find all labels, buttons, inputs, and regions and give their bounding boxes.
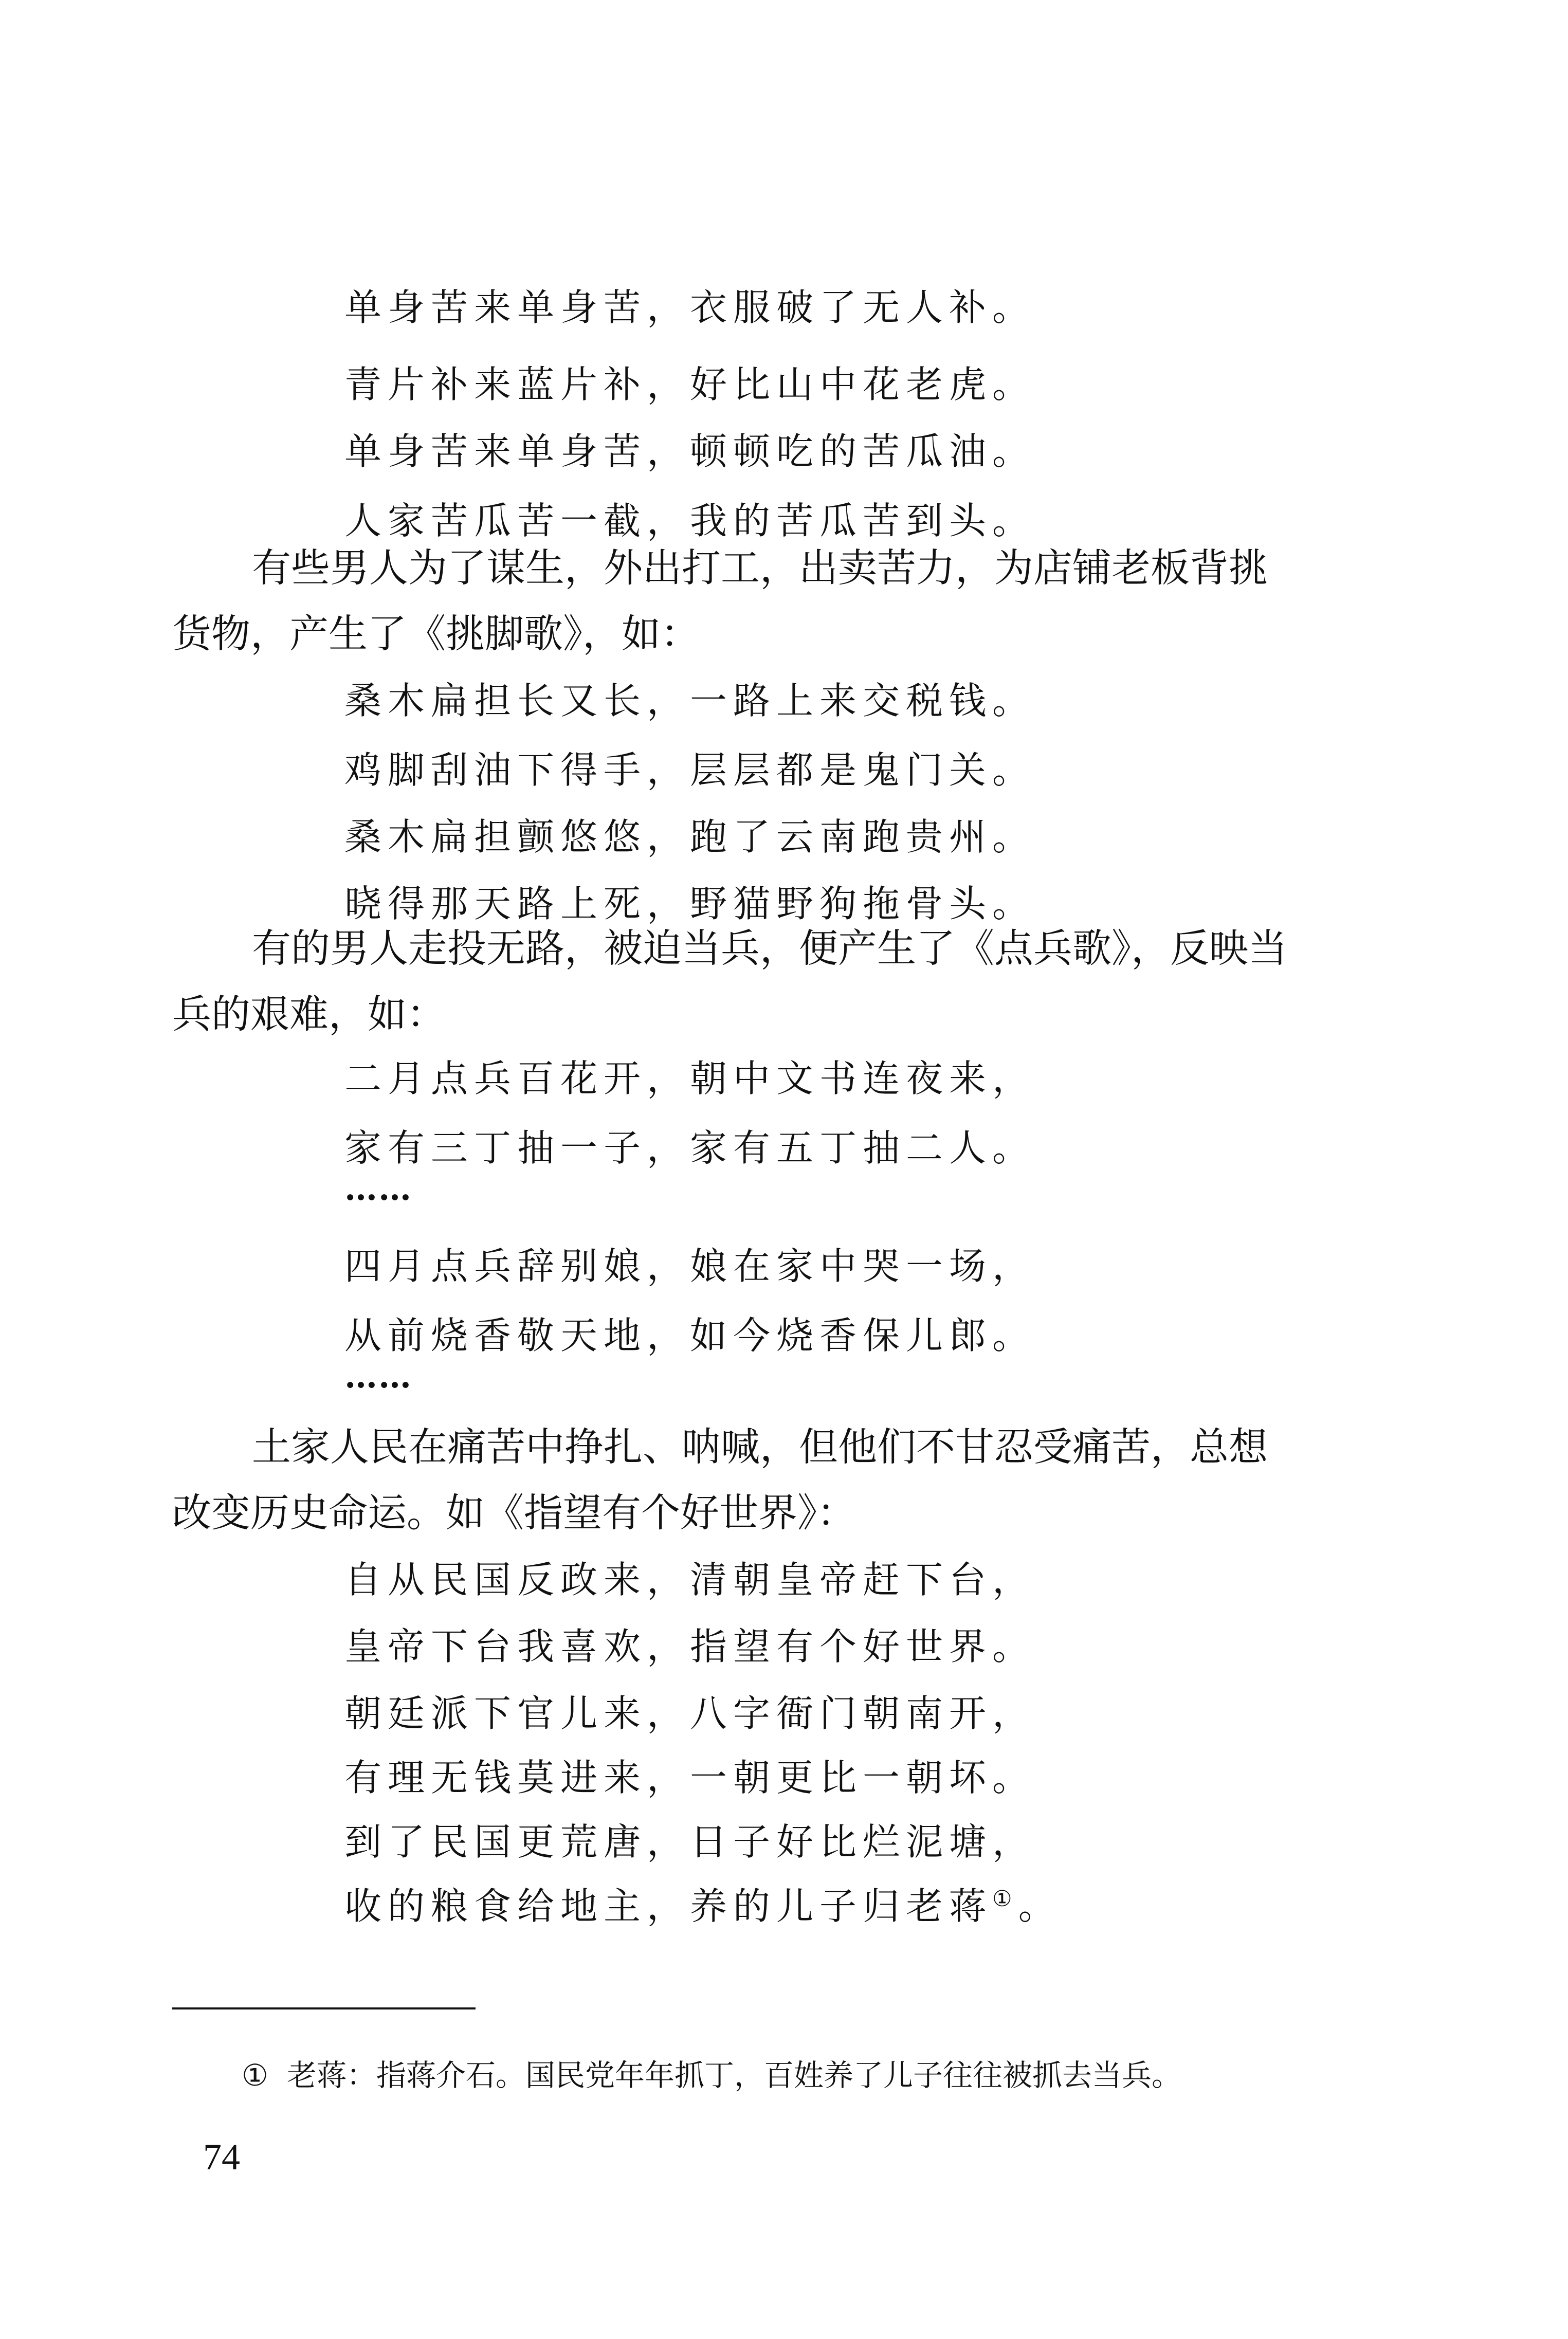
paragraph-line: 货物，产生了《挑脚歌》，如： — [172, 611, 700, 656]
footnote-text: 老蒋：指蒋介石。国民党年年抓丁，百姓养了儿子往往被抓去当兵。 — [287, 2058, 1182, 2093]
paragraph — [172, 1421, 1396, 1539]
paragraph-line: 土家人民在痛苦中挣扎、呐喊，但他们不甘忍受痛苦，总想 — [252, 1424, 1268, 1470]
verse-line: 单身苦来单身苦，衣服破了无人补。 — [344, 286, 1036, 329]
verse-line — [344, 1876, 1062, 1930]
verse-line: 到了民国更荒唐，日子好比烂泥塘， — [344, 1820, 1036, 1863]
verse-line: 朝廷派下官儿来，八字衙门朝南开， — [344, 1692, 1036, 1735]
paragraph-line: 改变历史命运。如《指望有个好世界》： — [172, 1490, 856, 1536]
verse-text: 收的粮食给地主，养的儿子归老蒋 — [344, 1885, 993, 1928]
ellipsis: …… — [344, 1170, 412, 1208]
verse-line: 鸡脚刮油下得手，层层都是鬼门关。 — [344, 748, 1036, 792]
verse-line: 有理无钱莫进来，一朝更比一朝坏。 — [344, 1756, 1036, 1799]
verse-line: 桑木扁担长又长，一路上来交税钱。 — [344, 679, 1036, 722]
verse-line: 自从民国反政来，清朝皇帝赶下台， — [344, 1558, 1036, 1601]
paragraph — [172, 923, 1396, 1040]
verse-line: 皇帝下台我喜欢，指望有个好世界。 — [344, 1625, 1036, 1668]
paragraph — [172, 542, 1396, 660]
verse-line: 四月点兵辞别娘，娘在家中哭一场， — [344, 1245, 1036, 1288]
verse-line: 单身苦来单身苦，顿顿吃的苦瓜油。 — [344, 430, 1036, 473]
footnote-reference: ① — [992, 1886, 1018, 1912]
verse-line: 从前烧香敬天地，如今烧香保儿郎。 — [344, 1314, 1036, 1357]
verse-line: 二月点兵百花开，朝中文书连夜来， — [344, 1057, 1036, 1100]
ellipsis: …… — [344, 1357, 412, 1396]
page-number: 74 — [203, 2136, 240, 2178]
verse-line: 人家苦瓜苦一截，我的苦瓜苦到头。 — [344, 499, 1036, 542]
verse-line: 桑木扁担颤悠悠，跑了云南跑贵州。 — [344, 815, 1036, 858]
paragraph-line: 有些男人为了谋生，外出打工，出卖苦力，为店铺老板背挑 — [252, 545, 1268, 591]
verse-line: 晓得那天路上死，野猫野狗拖骨头。 — [344, 882, 1036, 925]
verse-line: 家有三丁抽一子，家有五丁抽二人。 — [344, 1126, 1036, 1170]
period: 。 — [1018, 1885, 1062, 1928]
footnote — [242, 2051, 1181, 2094]
verse-line: 青片补来蓝片补，好比山中花老虎。 — [344, 363, 1036, 406]
paragraph-line: 有的男人走投无路，被迫当兵，便产生了《点兵歌》，反映当 — [252, 925, 1287, 971]
footnote-mark: ① — [242, 2058, 268, 2093]
footnote-divider — [172, 2007, 476, 2009]
paragraph-line: 兵的艰难，如： — [172, 991, 446, 1037]
